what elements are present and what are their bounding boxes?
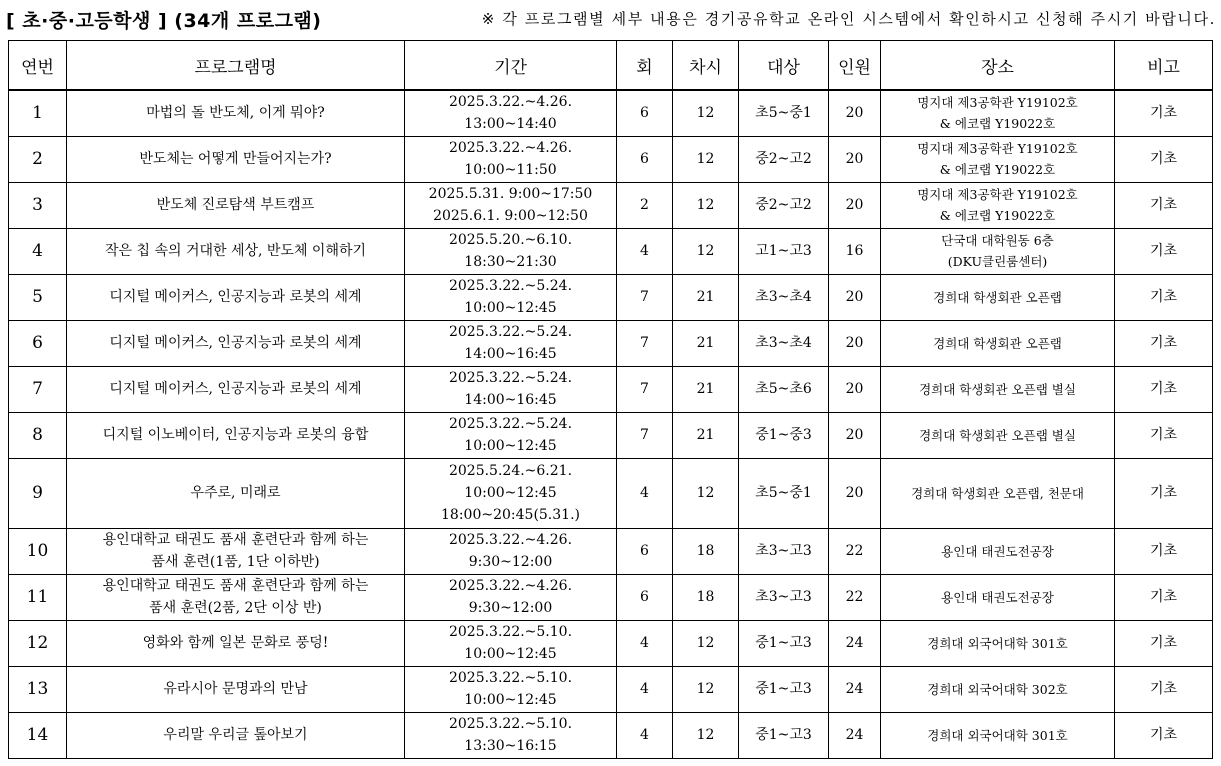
cell-period-line: 13:30~16:15: [464, 738, 557, 754]
cell-times: 2: [617, 182, 673, 228]
cell-period-line: 10:00~12:45: [464, 438, 557, 454]
cell-times: 7: [617, 412, 673, 458]
cell-program-name-line: 디지털 이노베이터, 인공지능과 로봇의 융합: [102, 427, 369, 443]
cell-period-line: 2025.3.22.~4.26.: [448, 94, 573, 111]
cell-period-line: 2025.3.22.~5.10.: [448, 624, 573, 640]
cell-capacity: 24: [829, 666, 881, 712]
table-row: [9, 90, 1213, 136]
cell-note: 기초: [1115, 228, 1213, 274]
column-header-program-name: 프로그램명: [67, 41, 405, 91]
cell-period: [405, 412, 617, 458]
cell-place-line: 명지대 제3공학관 Y19102호: [917, 95, 1078, 111]
table-row: [9, 182, 1213, 228]
cell-program-name: [67, 274, 405, 320]
cell-no: 1: [9, 90, 67, 136]
cell-place: [881, 528, 1115, 574]
cell-period: [405, 574, 617, 620]
cell-period-line: 2025.5.31. 9:00~17:50: [428, 186, 593, 202]
cell-program-name-line: 디지털 메이커스, 인공지능과 로봇의 세계: [109, 381, 362, 397]
cell-period: [405, 90, 617, 136]
table-row: [9, 412, 1213, 458]
cell-target: 중1~중3: [739, 412, 829, 458]
cell-sessions: 12: [673, 228, 739, 274]
cell-period: [405, 136, 617, 182]
cell-place-line: 경희대 외국어대학 302호: [927, 681, 1068, 697]
cell-no: 4: [9, 228, 67, 274]
column-header-period: 기간: [405, 41, 617, 91]
cell-sessions: 12: [673, 712, 739, 758]
cell-sessions: 12: [673, 666, 739, 712]
cell-place: [881, 320, 1115, 366]
cell-period: [405, 228, 617, 274]
cell-place-line: & 에코랩 Y19022호: [939, 162, 1056, 177]
cell-place: [881, 620, 1115, 666]
cell-target: 초5~중1: [739, 90, 829, 136]
application-notice: ※ 각 프로그램별 세부 내용은 경기공유학교 온라인 시스템에서 확인하시고 신청해 주시기 바랍니다.: [481, 10, 1216, 28]
cell-program-name-line: 우주로, 미래로: [190, 485, 281, 501]
cell-place-line: & 에코랩 Y19022호: [939, 208, 1056, 223]
section-title: [ 초·중·고등학생 ] (34개 프로그램): [6, 10, 322, 32]
cell-period-line: 2025.3.22.~5.24.: [448, 278, 573, 294]
table-header-row: [9, 41, 1213, 91]
cell-period-line: 2025.3.22.~5.10.: [448, 716, 573, 732]
cell-program-name-line: 품새 훈련(1품, 1단 이하반): [151, 554, 320, 570]
cell-period-line: 13:00~14:40: [464, 116, 557, 133]
cell-capacity: 20: [829, 90, 881, 136]
cell-target: 중2~고2: [739, 136, 829, 182]
cell-sessions: 18: [673, 574, 739, 620]
cell-place: [881, 458, 1115, 528]
cell-period-line: 2025.3.22.~5.24.: [448, 324, 573, 340]
cell-capacity: 20: [829, 458, 881, 528]
cell-period-line: 14:00~16:45: [464, 346, 557, 362]
cell-times: 4: [617, 666, 673, 712]
table-row: [9, 136, 1213, 182]
table-row: [9, 366, 1213, 412]
cell-place: [881, 136, 1115, 182]
cell-period-line: 2025.3.22.~5.24.: [448, 416, 573, 432]
cell-no: 11: [9, 574, 67, 620]
cell-target: 초3~초4: [739, 274, 829, 320]
cell-period-line: 2025.3.22.~5.24.: [448, 370, 573, 386]
cell-program-name-line: 품새 훈련(2품, 2단 이상 반): [149, 600, 322, 616]
cell-period-line: 2025.5.20.~6.10.: [448, 232, 573, 248]
cell-period-line: 2025.3.22.~5.10.: [448, 670, 573, 686]
cell-period-line: 9:30~12:00: [468, 600, 553, 616]
cell-period-line: 10:00~12:45: [464, 300, 557, 316]
cell-program-name: [67, 412, 405, 458]
cell-times: 6: [617, 136, 673, 182]
cell-no: 6: [9, 320, 67, 366]
cell-period: [405, 320, 617, 366]
cell-period-line: 2025.5.24.~6.21.: [448, 463, 573, 479]
cell-no: 8: [9, 412, 67, 458]
cell-target: 중1~고3: [739, 620, 829, 666]
cell-times: 4: [617, 458, 673, 528]
cell-period: [405, 620, 617, 666]
cell-period: [405, 182, 617, 228]
table-row: [9, 528, 1213, 574]
cell-program-name: [67, 458, 405, 528]
cell-place-line: 경희대 학생회관 오픈랩 별실: [919, 427, 1076, 443]
table-row: [9, 712, 1213, 758]
cell-sessions: 12: [673, 458, 739, 528]
cell-note: 기초: [1115, 458, 1213, 528]
cell-place: [881, 574, 1115, 620]
column-header-capacity: 인원: [829, 41, 881, 91]
table-row: [9, 666, 1213, 712]
cell-note: 기초: [1115, 574, 1213, 620]
cell-capacity: 20: [829, 320, 881, 366]
cell-place: [881, 712, 1115, 758]
cell-capacity: 22: [829, 528, 881, 574]
cell-period-line: 2025.6.1. 9:00~12:50: [433, 208, 588, 224]
cell-period: [405, 458, 617, 528]
cell-note: 기초: [1115, 620, 1213, 666]
cell-place-line: 경희대 학생회관 오픈랩 별실: [919, 381, 1076, 397]
cell-program-name: [67, 90, 405, 136]
cell-period-line: 10:00~12:45: [464, 692, 557, 708]
cell-target: 중1~고3: [739, 712, 829, 758]
cell-no: 10: [9, 528, 67, 574]
cell-capacity: 20: [829, 274, 881, 320]
cell-program-name: [67, 666, 405, 712]
cell-sessions: 21: [673, 412, 739, 458]
cell-times: 7: [617, 320, 673, 366]
cell-target: 중1~고3: [739, 666, 829, 712]
cell-capacity: 20: [829, 182, 881, 228]
cell-target: 고1~고3: [739, 228, 829, 274]
table-body: [9, 90, 1213, 758]
cell-period-line: 2025.3.22.~4.26.: [448, 140, 573, 156]
cell-place-line: 단국대 대학원동 6층: [941, 233, 1054, 248]
column-header-note: 비고: [1115, 41, 1213, 91]
cell-target: 초5~초6: [739, 366, 829, 412]
page-header: [6, 2, 1216, 36]
cell-program-name: [67, 620, 405, 666]
cell-place-line: 용인대 태권도전공장: [941, 543, 1054, 559]
cell-program-name: [67, 574, 405, 620]
cell-note: 기초: [1115, 182, 1213, 228]
cell-note: 기초: [1115, 366, 1213, 412]
cell-place-line: 경희대 외국어대학 301호: [927, 635, 1068, 651]
cell-times: 7: [617, 366, 673, 412]
cell-place: [881, 90, 1115, 136]
column-header-no: 연번: [9, 41, 67, 91]
cell-program-name-line: 용인대학교 태권도 품새 훈련단과 함께 하는: [102, 532, 369, 548]
cell-period-line: 2025.3.22.~4.26.: [448, 578, 573, 594]
cell-place: [881, 366, 1115, 412]
cell-program-name: [67, 320, 405, 366]
cell-note: 기초: [1115, 136, 1213, 182]
cell-period-line: 9:30~12:00: [468, 554, 553, 570]
cell-program-name-line: 영화와 함께 일본 문화로 풍덩!: [142, 635, 329, 651]
table-row: [9, 228, 1213, 274]
cell-times: 4: [617, 712, 673, 758]
cell-capacity: 20: [829, 412, 881, 458]
cell-period-line: 18:00~20:45(5.31.): [441, 507, 580, 523]
cell-no: 13: [9, 666, 67, 712]
cell-period-line: 14:00~16:45: [464, 392, 557, 408]
cell-program-name-line: 우리말 우리글 톺아보기: [163, 727, 308, 743]
cell-no: 9: [9, 458, 67, 528]
cell-sessions: 12: [673, 182, 739, 228]
cell-place-line: 경희대 외국어대학 301호: [927, 727, 1068, 743]
cell-note: 기초: [1115, 274, 1213, 320]
cell-times: 7: [617, 274, 673, 320]
cell-capacity: 20: [829, 366, 881, 412]
cell-no: 5: [9, 274, 67, 320]
cell-no: 14: [9, 712, 67, 758]
cell-program-name: [67, 136, 405, 182]
cell-program-name: [67, 182, 405, 228]
cell-period-line: 18:30~21:30: [464, 254, 557, 270]
cell-program-name: [67, 366, 405, 412]
table-row: [9, 274, 1213, 320]
cell-period: [405, 712, 617, 758]
cell-sessions: 21: [673, 366, 739, 412]
cell-period-line: 10:00~11:50: [464, 162, 557, 178]
cell-place-line: 명지대 제3공학관 Y19102호: [917, 187, 1078, 202]
cell-capacity: 24: [829, 620, 881, 666]
cell-no: 12: [9, 620, 67, 666]
cell-capacity: 24: [829, 712, 881, 758]
cell-target: 초3~고3: [739, 528, 829, 574]
program-table: [8, 40, 1213, 759]
table-row: [9, 458, 1213, 528]
cell-place-line: 경희대 학생회관 오픈랩, 천문대: [911, 485, 1084, 501]
cell-sessions: 18: [673, 528, 739, 574]
cell-program-name: [67, 712, 405, 758]
table-row: [9, 620, 1213, 666]
cell-program-name-line: 유라시아 문명과의 만남: [163, 681, 308, 697]
table-row: [9, 574, 1213, 620]
cell-period: [405, 274, 617, 320]
cell-place-line: 명지대 제3공학관 Y19102호: [917, 141, 1078, 156]
cell-program-name: [67, 528, 405, 574]
cell-times: 6: [617, 574, 673, 620]
cell-target: 중2~고2: [739, 182, 829, 228]
cell-sessions: 21: [673, 320, 739, 366]
cell-times: 4: [617, 620, 673, 666]
cell-sessions: 12: [673, 90, 739, 136]
cell-place: [881, 274, 1115, 320]
cell-note: 기초: [1115, 528, 1213, 574]
cell-times: 6: [617, 528, 673, 574]
column-header-sessions: 차시: [673, 41, 739, 91]
cell-program-name-line: 반도체는 어떻게 만들어지는가?: [139, 151, 332, 167]
cell-note: 기초: [1115, 412, 1213, 458]
cell-period-line: 10:00~12:45: [464, 646, 557, 662]
cell-place-line: 용인대 태권도전공장: [941, 589, 1054, 605]
column-header-target: 대상: [739, 41, 829, 91]
cell-place-line: 경희대 학생회관 오픈랩: [933, 289, 1062, 305]
cell-note: 기초: [1115, 666, 1213, 712]
cell-program-name-line: 디지털 메이커스, 인공지능과 로봇의 세계: [109, 289, 362, 305]
cell-target: 초3~고3: [739, 574, 829, 620]
cell-capacity: 16: [829, 228, 881, 274]
table-row: [9, 320, 1213, 366]
cell-program-name-line: 마법의 돌 반도체, 이게 뭐야?: [146, 105, 325, 122]
cell-program-name: [67, 228, 405, 274]
cell-times: 6: [617, 90, 673, 136]
column-header-times: 회: [617, 41, 673, 91]
cell-program-name-line: 작은 칩 속의 거대한 세상, 반도체 이해하기: [104, 243, 367, 259]
cell-no: 7: [9, 366, 67, 412]
cell-place-line: 경희대 학생회관 오픈랩: [933, 335, 1062, 351]
cell-sessions: 21: [673, 274, 739, 320]
cell-period-line: 2025.3.22.~4.26.: [448, 532, 573, 548]
cell-program-name-line: 반도체 진로탐색 부트캠프: [156, 197, 315, 213]
cell-capacity: 22: [829, 574, 881, 620]
cell-times: 4: [617, 228, 673, 274]
cell-program-name-line: 디지털 메이커스, 인공지능과 로봇의 세계: [109, 335, 362, 351]
cell-period: [405, 366, 617, 412]
cell-sessions: 12: [673, 620, 739, 666]
cell-no: 3: [9, 182, 67, 228]
cell-target: 초5~중1: [739, 458, 829, 528]
cell-place: [881, 228, 1115, 274]
cell-note: 기초: [1115, 90, 1213, 136]
cell-note: 기초: [1115, 712, 1213, 758]
cell-period: [405, 528, 617, 574]
cell-sessions: 12: [673, 136, 739, 182]
cell-period: [405, 666, 617, 712]
cell-no: 2: [9, 136, 67, 182]
cell-target: 초3~초4: [739, 320, 829, 366]
cell-program-name-line: 용인대학교 태권도 품새 훈련단과 함께 하는: [102, 578, 369, 594]
cell-place-line: & 에코랩 Y19022호: [939, 116, 1056, 132]
cell-note: 기초: [1115, 320, 1213, 366]
cell-place: [881, 666, 1115, 712]
cell-place: [881, 182, 1115, 228]
cell-period-line: 10:00~12:45: [464, 485, 557, 501]
cell-capacity: 20: [829, 136, 881, 182]
cell-place: [881, 412, 1115, 458]
cell-place-line: (DKU클린룸센터): [947, 254, 1048, 269]
column-header-place: 장소: [881, 41, 1115, 91]
